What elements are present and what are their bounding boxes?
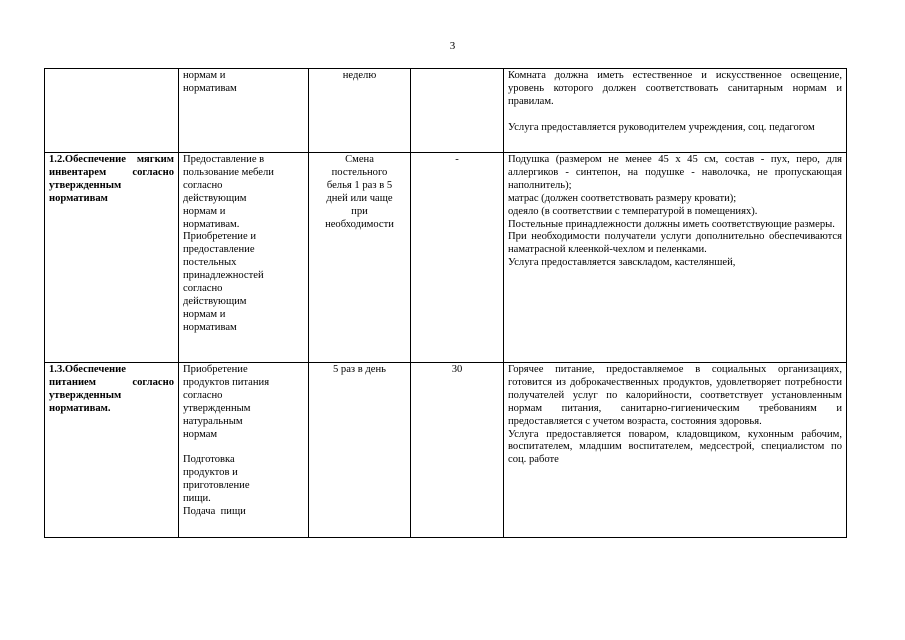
description-paragraph: Услуга предоставляется руководителем учреждения, соц. педагогом: [508, 121, 815, 133]
method-line: действующим: [183, 192, 247, 204]
frequency-line: необходимости: [325, 218, 394, 230]
description-paragraph: Подушка (размером не менее 45 х 45 см, состав - пух, перо, для аллергиков - синтепон, на подушке - наволочка, не пропускающая наполнитель);: [508, 154, 845, 191]
method-line: нормам и: [183, 70, 226, 81]
description-paragraph: Комната должна иметь естественное и искусственное освещение, уровень которого должен соответствовать санитарным нормам и правилам.: [508, 70, 845, 107]
service-name-cell: [45, 363, 179, 538]
method-line: [183, 441, 304, 454]
volume-cell: [411, 363, 504, 538]
method-line: Приобретение: [183, 364, 248, 375]
table-row: [45, 69, 847, 153]
method-line: продуктов питания: [183, 376, 270, 388]
description-cell: [504, 363, 847, 538]
frequency-line: неделю: [342, 70, 377, 81]
method-line: Подача пищи: [183, 505, 246, 517]
method-line: Подготовка: [183, 454, 235, 466]
method-line: приготовление: [183, 480, 250, 492]
method-line: утвержденным: [183, 402, 251, 414]
table-row: [45, 153, 847, 363]
method-line: нормативам: [183, 82, 237, 94]
description-paragraph: одеяло (в соответствии с температурой в помещениях).: [508, 205, 758, 217]
service-name-cell: [45, 153, 179, 363]
frequency-line: Смена: [345, 154, 374, 165]
description-paragraph: [508, 109, 842, 122]
method-line: Приобретение и: [183, 231, 256, 243]
service-name: 1.3.Обеспечение питанием согласно утвержденным нормативам.: [49, 364, 174, 414]
method-line: принадлежностей: [183, 270, 264, 282]
method-line: нормативам: [183, 321, 237, 333]
description-paragraph: матрас (должен соответствовать размеру кровати);: [508, 192, 737, 204]
method-line: натуральным: [183, 415, 243, 427]
method-line: Предоставление в: [183, 154, 265, 165]
description-paragraph: Услуга предоставляется поваром, кладовщиком, кухонным рабочим, воспитателем, младшим воспитателем, медсестрой, специалистом по соц. работе: [508, 428, 845, 466]
method-line: нормам и: [183, 205, 226, 217]
frequency-line: дней или чаще: [326, 192, 393, 204]
method-line: согласно: [183, 179, 223, 191]
method-line: пользование мебели: [183, 166, 274, 178]
service-name: 1.2.Обеспечение мягким инвентарем согласно утвержденным нормативам: [49, 154, 174, 204]
frequency-line: постельного: [331, 166, 388, 178]
method-line: постельных: [183, 257, 237, 269]
service-name-cell: [45, 69, 179, 153]
table-row: [45, 363, 847, 538]
method-cell: [179, 69, 309, 153]
volume-value: -: [455, 154, 459, 165]
description-cell: [504, 153, 847, 363]
frequency-line: при: [351, 205, 368, 217]
volume-value: 30: [451, 364, 463, 375]
method-cell: [179, 153, 309, 363]
frequency-line: белья 1 раз в 5: [326, 179, 393, 191]
description-paragraph: Услуга предоставляется завскладом, кастеляншей,: [508, 257, 736, 269]
frequency-line: 5 раз в день: [332, 364, 387, 375]
method-line: нормам: [183, 428, 218, 440]
frequency-cell: [309, 363, 411, 538]
method-line: согласно: [183, 283, 223, 295]
method-line: действующим: [183, 295, 247, 307]
frequency-cell: [309, 153, 411, 363]
method-line: продуктов и: [183, 467, 238, 479]
volume-cell: [411, 153, 504, 363]
page-number: 3: [449, 40, 456, 52]
volume-cell: [411, 69, 504, 153]
description-paragraph: При необходимости получатели услуги дополнительно обеспечиваются наматрасной клеенкой-чехлом и пеленками.: [508, 231, 845, 256]
frequency-cell: [309, 69, 411, 153]
method-cell: [179, 363, 309, 538]
description-paragraph: Постельные принадлежности должны иметь соответствующие размеры.: [508, 218, 835, 230]
description-paragraph: Горячее питание, предоставляемое в социальных организациях, готовится из доброкачественных продуктов, удовлетворяет потребности получателей услуг по калорийности, соответствует установленным нормам питания, санитарно-гигиеническим требованиям и предоставляется с учетом возраста, состояния здоровья.: [508, 364, 845, 427]
method-line: нормативам.: [183, 218, 240, 230]
method-line: пищи.: [183, 493, 211, 505]
method-line: нормам и: [183, 308, 226, 320]
services-table: [44, 68, 847, 538]
method-line: согласно: [183, 389, 223, 401]
description-cell: [504, 69, 847, 153]
method-line: предоставление: [183, 244, 255, 256]
